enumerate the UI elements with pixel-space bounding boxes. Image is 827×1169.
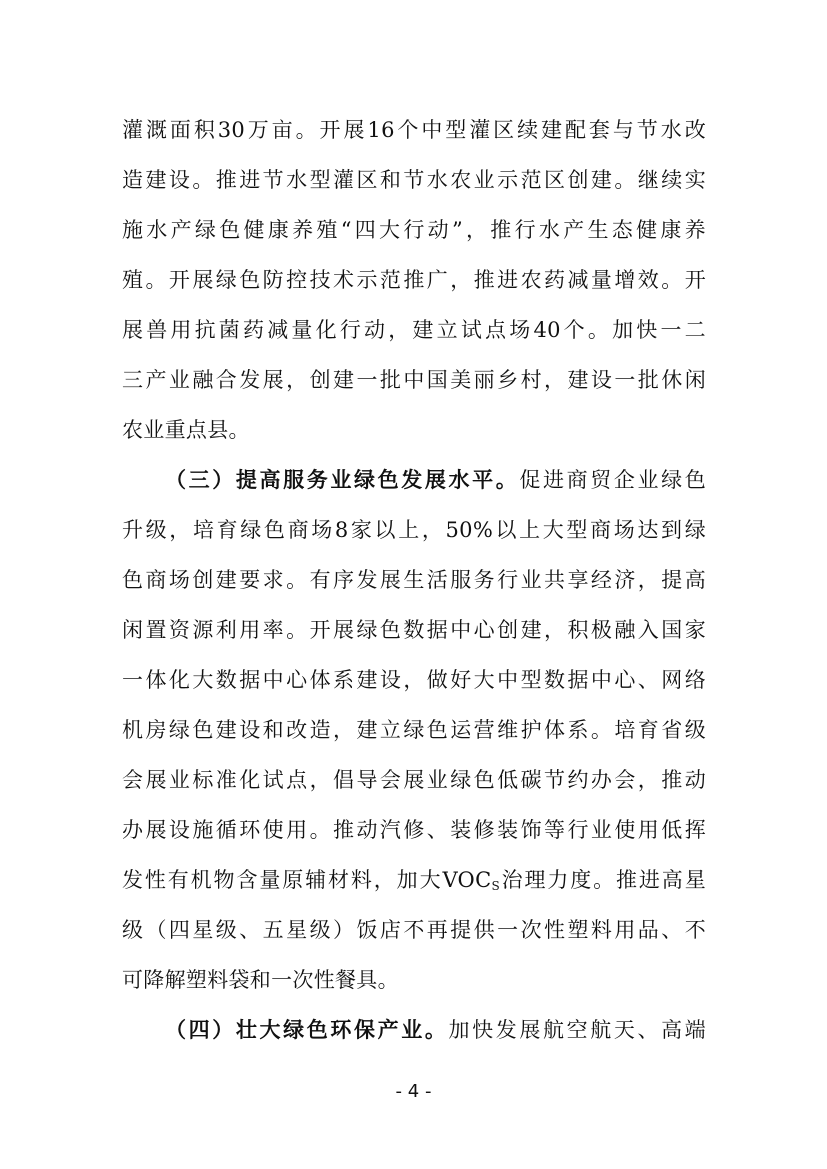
- paragraph-1-line-6: 三产业融合发展，创建一批中国美丽乡村，建设一批休闲: [122, 368, 706, 392]
- paragraph-1-line-4: 殖。开展绿色防控技术示范推广，推进农药减量增效。开: [122, 268, 706, 292]
- section-4-heading: （四）壮大绿色环保产业。: [165, 1017, 449, 1042]
- section-3-first-line: [165, 460, 706, 500]
- section-3-line-2: 升级，培育绿色商场8家以上，50%以上大型商场达到绿: [122, 518, 706, 542]
- paragraph-1-line-5: 展兽用抗菌药减量化行动，建立试点场40个。加快一二: [122, 318, 706, 342]
- voc-line-after: 治理力度。推进高星: [499, 868, 706, 892]
- paragraph-1-line-1: 灌溉面积30万亩。开展16个中型灌区续建配套与节水改: [122, 118, 706, 142]
- section-3-first-line-rest: 促进商贸企业绿色: [519, 468, 707, 492]
- voc-line-before: 发性有机物含量原辅材料，加大VOC: [122, 868, 492, 892]
- paragraph-1-line-7: 农业重点县。: [122, 418, 250, 442]
- voc-subscript: S: [491, 879, 500, 893]
- section-3-line-6: 机房绿色建设和改造，建立绿色运营维护体系。培育省级: [122, 718, 706, 742]
- section-3-heading: （三）提高服务业绿色发展水平。: [165, 467, 520, 492]
- page-number: - 4 -: [395, 1081, 432, 1102]
- section-3-line-8: 办展设施循环使用。推动汽修、装修装饰等行业使用低挥: [122, 818, 706, 842]
- section-3-line-3: 色商场创建要求。有序发展生活服务行业共享经济，提高: [122, 568, 706, 592]
- paragraph-1-line-3: 施水产绿色健康养殖“四大行动”，推行水产生态健康养: [122, 218, 706, 242]
- section-3-line-10: 级（四星级、五星级）饭店不再提供一次性塑料用品、不: [122, 918, 706, 942]
- section-3-line-9: [122, 860, 706, 900]
- section-3-line-11: 可降解塑料袋和一次性餐具。: [122, 968, 399, 992]
- section-3-line-5: 一体化大数据中心体系建设，做好大中型数据中心、网络: [122, 668, 706, 692]
- section-4-first-line-rest: 加快发展航空航天、高端: [448, 1018, 706, 1042]
- section-3-line-7: 会展业标准化试点，倡导会展业绿色低碳节约办会，推动: [122, 768, 706, 792]
- section-4-first-line: [165, 1010, 706, 1050]
- paragraph-1-line-2: 造建设。推进节水型灌区和节水农业示范区创建。继续实: [122, 168, 706, 192]
- section-3-line-4: 闲置资源利用率。开展绿色数据中心创建，积极融入国家: [122, 618, 706, 642]
